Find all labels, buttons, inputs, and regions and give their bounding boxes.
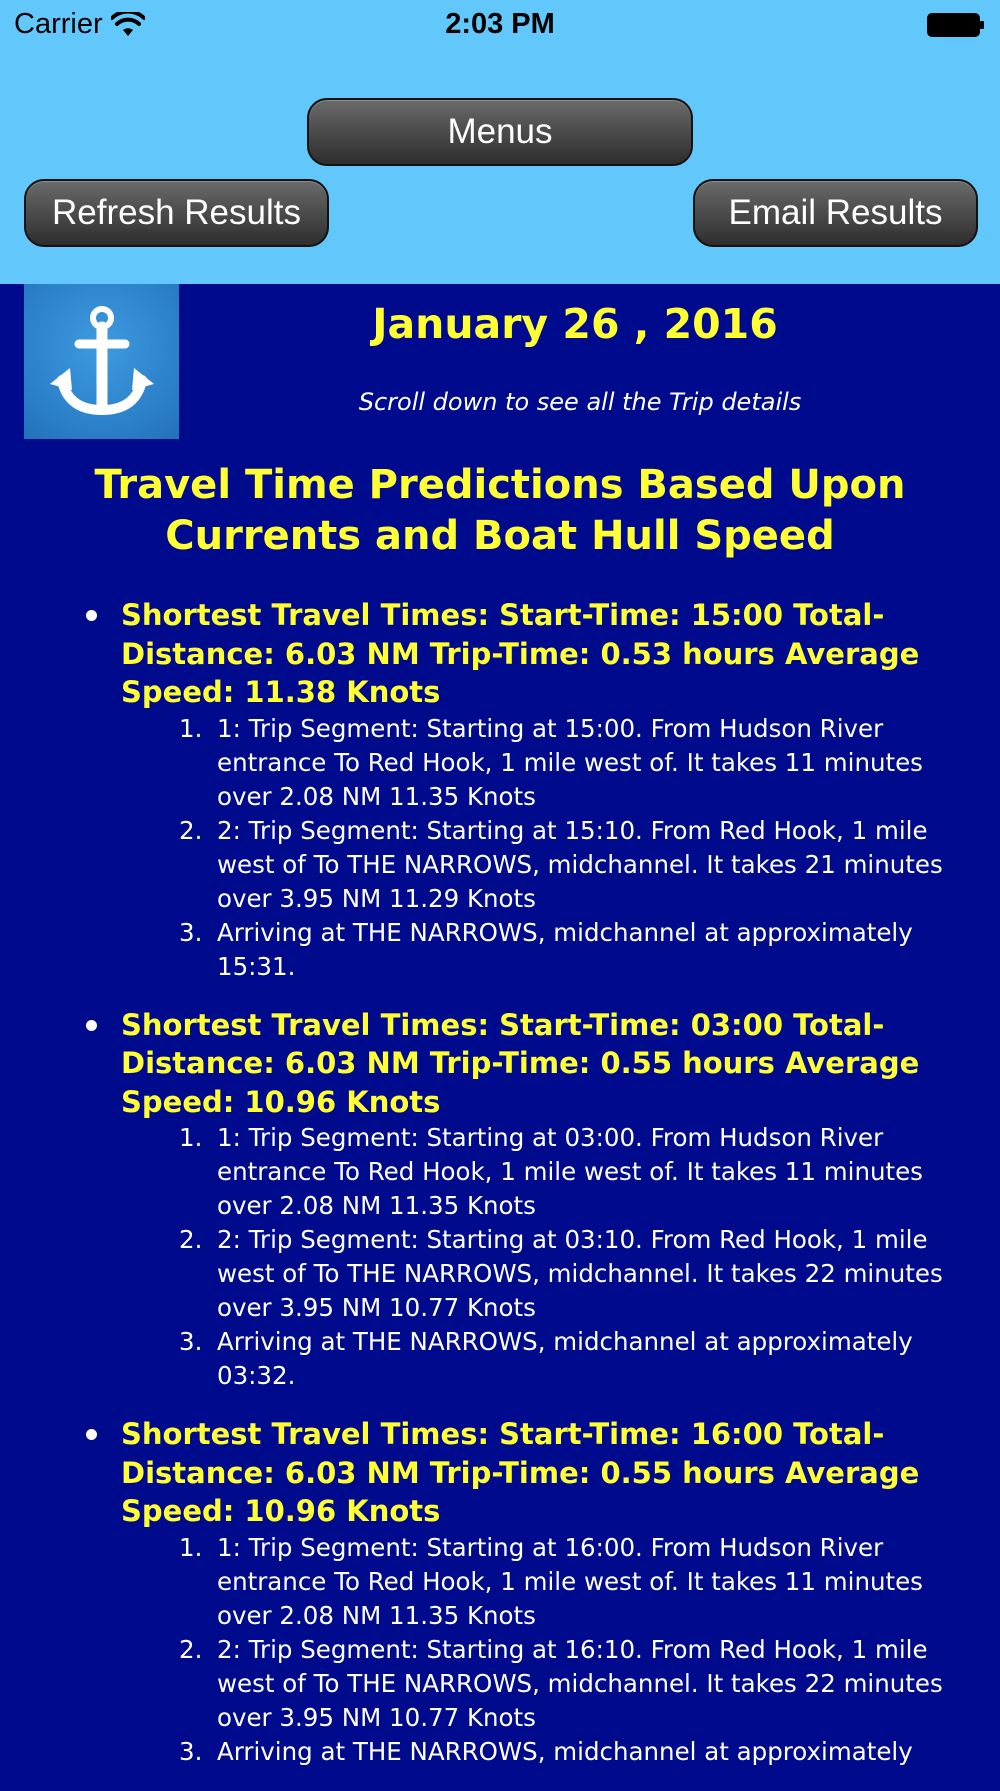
anchor-icon: [24, 284, 179, 439]
status-time: 2:03 PM: [445, 8, 555, 40]
bullet: [86, 610, 97, 621]
segment-item: [121, 916, 955, 984]
email-results-button[interactable]: Email Results: [693, 179, 978, 247]
segment-text: 2: Trip Segment: Starting at 16:10. From Red Hook, 1 mile west of To THE NARROWS, midchannel. It takes 22 minutes over 3.95 NM 10.77 Knots: [217, 1634, 943, 1732]
segment-text: Arriving at THE NARROWS, midchannel at approximately 03:32.: [217, 1327, 913, 1390]
segment-text: 1: Trip Segment: Starting at 03:00. From Hudson River entrance To Red Hook, 1 mile west of. It takes 11 minutes over 2.08 NM 11.35 Knots: [217, 1123, 923, 1220]
segment-text: 2: Trip Segment: Starting at 03:10. From Red Hook, 1 mile west of To THE NARROWS, midchannel. It takes 22 minutes over 3.95 NM 10.77 Knots: [217, 1225, 943, 1322]
segment-number: 1.: [179, 1532, 203, 1562]
segment-number: 1.: [179, 713, 203, 743]
result-summary: Shortest Travel Times: Start-Time: 15:00 Total-Distance: 6.03 NM Trip-Time: 0.53 hours Average Speed: 11.38 Knots: [121, 598, 920, 709]
segment-text: 1: Trip Segment: Starting at 15:00. From Hudson River entrance To Red Hook, 1 mile west of. It takes 11 minutes over 2.08 NM 11.35 Knots: [217, 713, 923, 811]
segment-text: Arriving at THE NARROWS, midchannel at approximately: [217, 1736, 913, 1766]
anchor-logo: [24, 284, 179, 439]
segment-item: [121, 1325, 955, 1393]
segment-item: [121, 1223, 955, 1325]
segment-number: 3.: [179, 1327, 203, 1356]
segment-item: [121, 712, 955, 814]
segment-item: [121, 1735, 955, 1769]
segment-number: 2.: [179, 1225, 203, 1254]
top-toolbar-area: [0, 0, 1000, 284]
segment-number: 2.: [179, 815, 203, 845]
results-list: [0, 596, 1000, 1791]
segment-item: [121, 1633, 955, 1735]
segment-number: 3.: [179, 917, 203, 947]
segment-number: 1.: [179, 1123, 203, 1152]
refresh-results-button[interactable]: Refresh Results: [24, 179, 329, 247]
result-item: [0, 1415, 1000, 1769]
segment-number: 2.: [179, 1634, 203, 1664]
bullet: [86, 1020, 97, 1031]
carrier-label: Carrier: [14, 8, 103, 40]
segment-number: 3.: [179, 1736, 203, 1766]
segment-item: [121, 814, 955, 916]
segment-list: [121, 712, 970, 984]
segment-item: [121, 1531, 955, 1633]
menus-button[interactable]: Menus: [307, 98, 693, 166]
segment-text: Arriving at THE NARROWS, midchannel at approximately 15:31.: [217, 917, 913, 981]
bullet: [86, 1429, 97, 1440]
segment-text: 2: Trip Segment: Starting at 15:10. From Red Hook, 1 mile west of To THE NARROWS, midchannel. It takes 21 minutes over 3.95 NM 11.29 Knots: [217, 815, 943, 913]
segment-item: [121, 1121, 955, 1223]
result-item: [0, 596, 1000, 984]
status-bar: [0, 0, 1000, 50]
trip-date: January 26 , 2016: [372, 300, 778, 348]
result-summary: Shortest Travel Times: Start-Time: 03:00 Total-Distance: 6.03 NM Trip-Time: 0.55 hours Average Speed: 10.96 Knots: [121, 1007, 920, 1119]
segment-list: [121, 1121, 970, 1393]
scroll-hint: Scroll down to see all the Trip details: [358, 388, 802, 416]
result-summary: Shortest Travel Times: Start-Time: 16:00 Total-Distance: 6.03 NM Trip-Time: 0.55 hours Average Speed: 10.96 Knots: [121, 1417, 920, 1528]
segment-list: [121, 1531, 970, 1769]
result-item: [0, 1006, 1000, 1394]
segment-text: 1: Trip Segment: Starting at 16:00. From Hudson River entrance To Red Hook, 1 mile west of. It takes 11 minutes over 2.08 NM 11.35 Knots: [217, 1532, 923, 1630]
page-title: Travel Time Predictions Based Upon Currents and Boat Hull Speed: [94, 462, 906, 559]
battery-icon: [927, 13, 985, 37]
